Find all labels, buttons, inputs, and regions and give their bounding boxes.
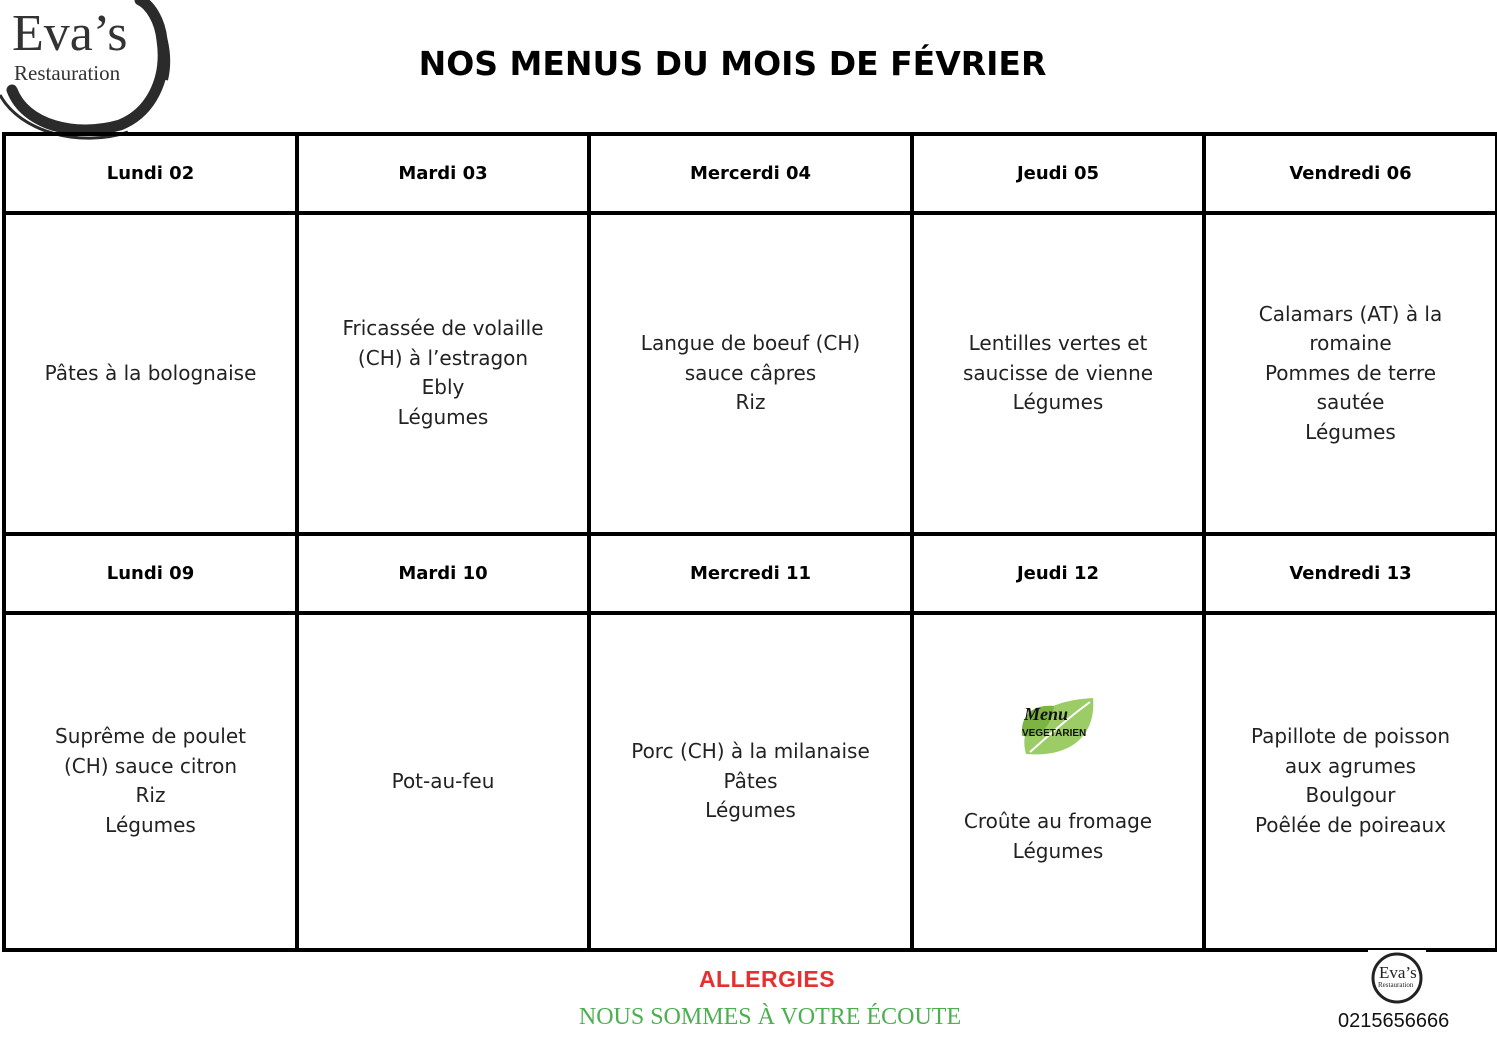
- menu-cell: [4, 213, 297, 534]
- listen-tagline: NOUS SOMMES À VOTRE ÉCOUTE: [578, 1004, 962, 1030]
- menu-cell: [589, 213, 912, 534]
- menu-dish: Porc (CH) à la milanaise Pâtes Légumes: [631, 739, 870, 823]
- vegetarian-leaf-icon: [1018, 696, 1098, 762]
- menu-dish: Langue de boeuf (CH) sauce câpres Riz: [640, 331, 861, 415]
- badge-line-1: Menu: [1024, 704, 1069, 725]
- day-header: Lundi 02: [4, 134, 297, 213]
- menu-cell: [1204, 213, 1497, 534]
- menu-dish: Pot-au-feu: [391, 768, 495, 793]
- menu-cell: [912, 613, 1204, 950]
- menu-dish: Fricassée de volaille (CH) à l’estragon Ebly Légumes: [342, 316, 544, 429]
- badge-line-2: VEGETARIEN: [1022, 728, 1087, 740]
- day-header: Jeudi 12: [912, 534, 1204, 613]
- week-1-days-row: [4, 134, 1497, 213]
- allergies-heading: ALLERGIES: [698, 966, 836, 992]
- menu-dish: Papillote de poisson aux agrumes Boulgour Poêlée de poireaux: [1250, 724, 1451, 837]
- footer-logo-subtitle: Restauration: [1378, 981, 1414, 989]
- menu-dish: Calamars (AT) à la romaine Pommes de terre sautée Légumes: [1258, 301, 1443, 444]
- footer-logo: [1368, 950, 1426, 1006]
- phone-number: 0215656666: [1338, 1010, 1450, 1032]
- menu-dish: Suprême de poulet (CH) sauce citron Riz Légumes: [55, 724, 246, 837]
- menu-table: [2, 132, 1497, 952]
- day-header: Vendredi 06: [1204, 134, 1497, 213]
- day-header: Mercredi 11: [589, 534, 912, 613]
- week-2-days-row: [4, 534, 1497, 613]
- menu-cell: [589, 613, 912, 950]
- day-header: Mardi 03: [297, 134, 589, 213]
- day-header: Lundi 09: [4, 534, 297, 613]
- menu-cell: [1204, 613, 1497, 950]
- logo-name: Eva’s: [12, 5, 128, 62]
- day-header: Mardi 10: [297, 534, 589, 613]
- week-2-menu-row: [4, 613, 1497, 950]
- logo-subtitle: Restauration: [14, 61, 121, 85]
- menu-dish: Croûte au fromage Légumes: [963, 809, 1153, 863]
- menu-cell: [912, 213, 1204, 534]
- menu-cell: [297, 613, 589, 950]
- week-1-menu-row: [4, 213, 1497, 534]
- menu-dish: Pâtes à la bolognaise: [44, 360, 257, 385]
- page-title: NOS MENUS DU MOIS DE FÉVRIER: [418, 44, 1047, 83]
- menu-cell: [297, 213, 589, 534]
- menu-dish: Lentilles vertes et saucisse de vienne Légumes: [962, 331, 1154, 415]
- day-header: Vendredi 13: [1204, 534, 1497, 613]
- day-header: Mercerdi 04: [589, 134, 912, 213]
- menu-cell: [4, 613, 297, 950]
- footer-logo-name: Eva’s: [1379, 963, 1417, 982]
- day-header: Jeudi 05: [912, 134, 1204, 213]
